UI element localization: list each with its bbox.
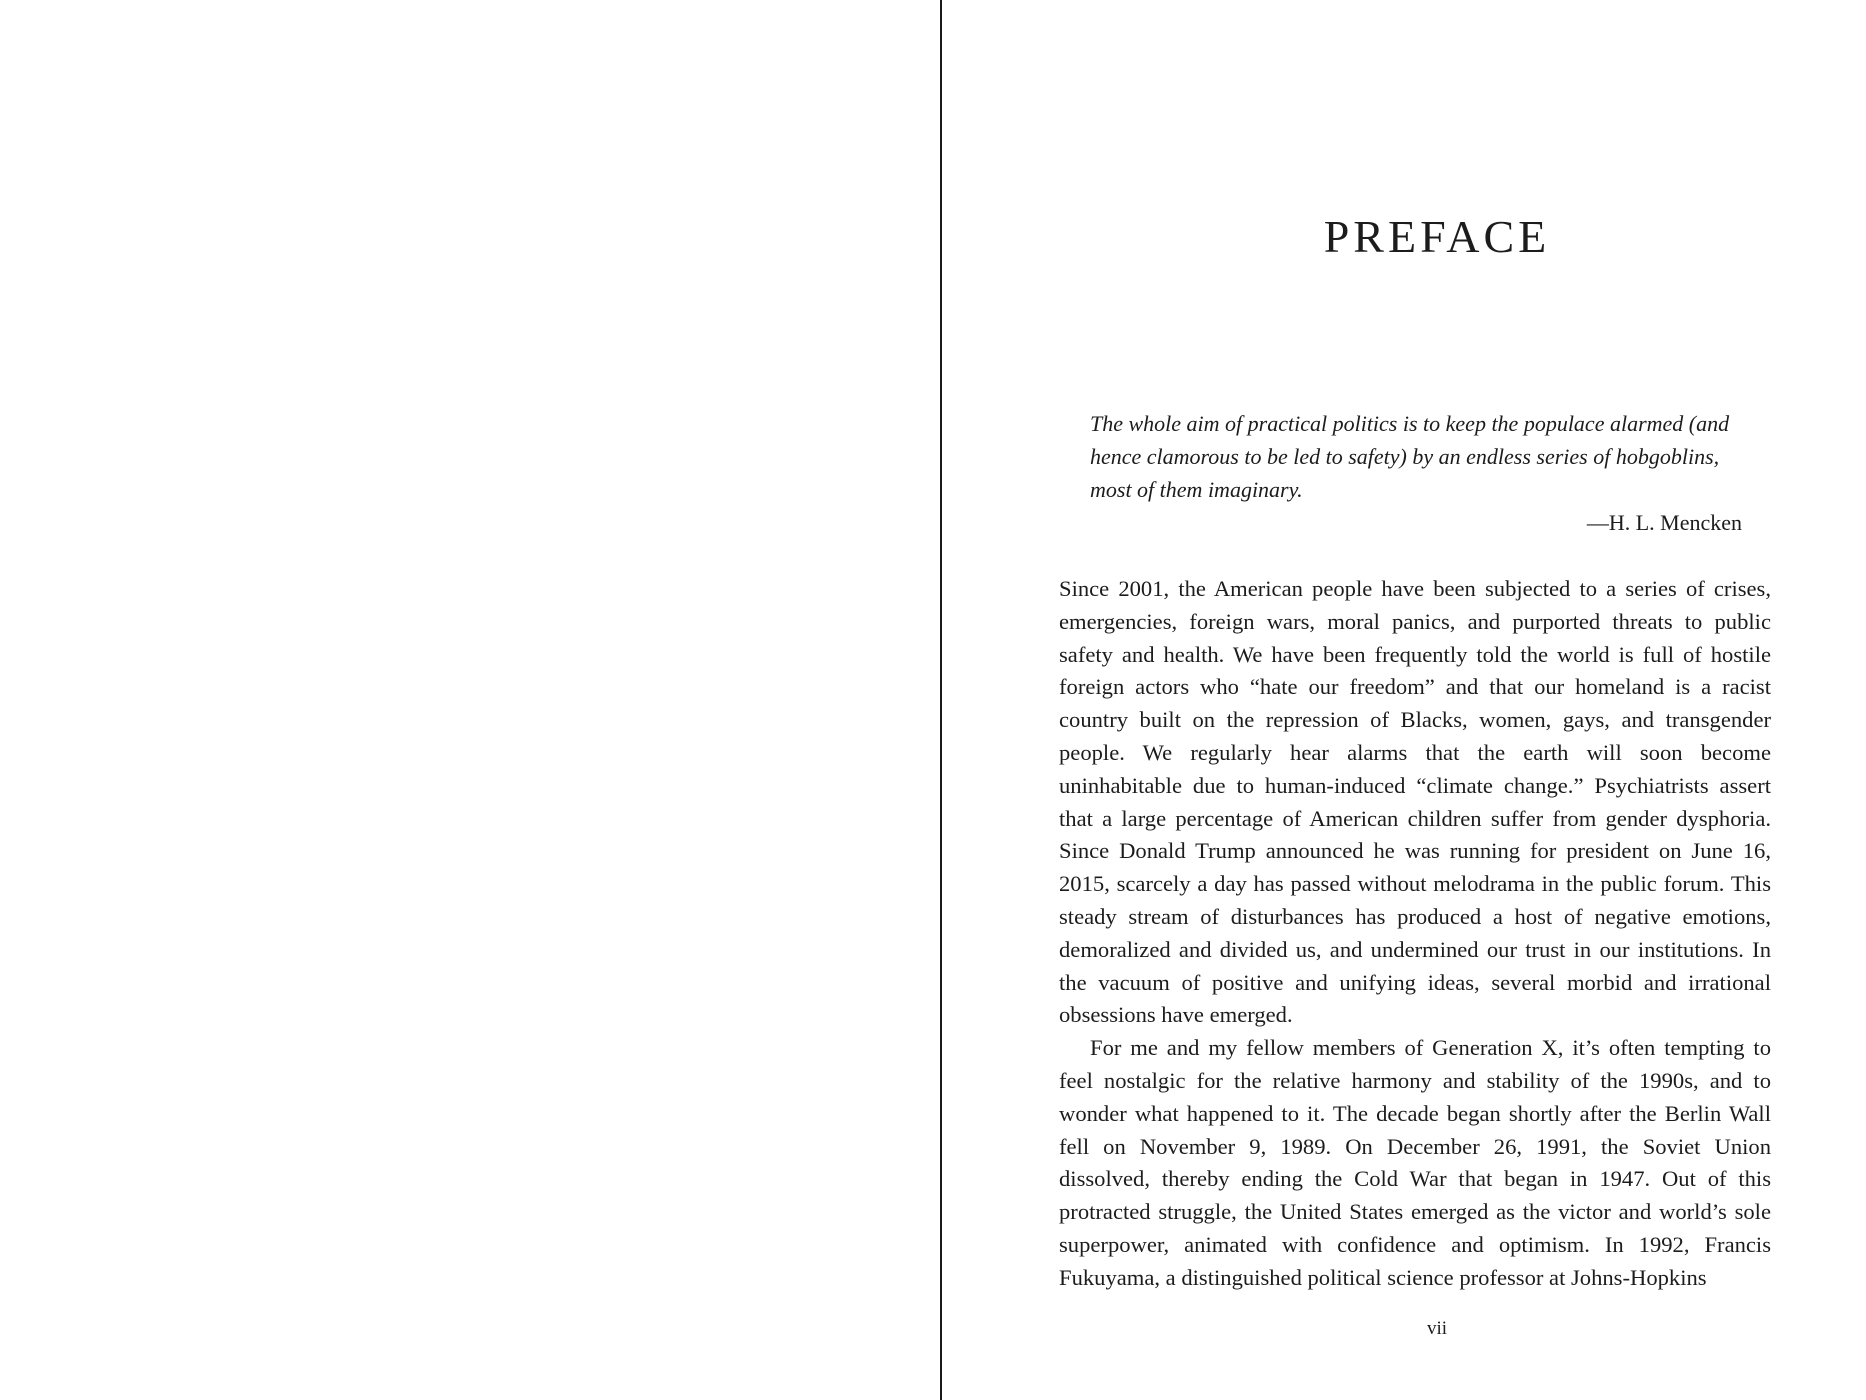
epigraph-attribution: —H. L. Mencken bbox=[1586, 510, 1742, 535]
body-text bbox=[1059, 573, 1771, 1295]
right-page bbox=[942, 0, 1866, 1400]
body-paragraph-2: For me and my fellow members of Generation X, it’s often tempting to feel nostalgic for the relative harmony and stability of the 1990s, and to wonder what happened to it. The decade began shortly after the Berlin Wall fell on November 9, 1989. On December 26, 1991, the Soviet Union dissolved, thereby ending the Cold War that began in 1947. Out of this protracted struggle, the United States emerged as the victor and world’s sole superpower, animated with confidence and optimism. In 1992, Francis Fukuyama, a distinguished political science professor at Johns-Hopkins bbox=[1059, 1035, 1771, 1290]
body-paragraph-1: Since 2001, the American people have been subjected to a series of crises, emergencies, foreign wars, moral panics, and purported threats to public safety and health. We have been frequently told the world is full of hostile foreign actors who “hate our freedom” and that our homeland is a racist country built on the repression of Blacks, women, gays, and transgender people. We regularly hear alarms that the earth will soon become uninhabitable due to human-induced “climate change.” Psychiatrists assert that a large percentage of American children suffer from gender dysphoria. Since Donald Trump announced he was running for president on June 16, 2015, scarcely a day has passed without melodrama in the public forum. This steady stream of disturbances has produced a host of negative emotions, demoralized and divided us, and undermined our trust in our institutions. In the vacuum of positive and unifying ideas, several morbid and irrational obsessions have emerged. bbox=[1059, 576, 1771, 1028]
page-number: vii bbox=[1426, 1318, 1448, 1339]
epigraph-quote: The whole aim of practical politics is to keep the populace alarmed (and hence clamorous to be led to safety) by an endless series of hobgoblins, most of them imaginary. bbox=[1090, 411, 1730, 502]
chapter-title: PREFACE bbox=[1323, 211, 1551, 262]
epigraph bbox=[1090, 407, 1742, 539]
